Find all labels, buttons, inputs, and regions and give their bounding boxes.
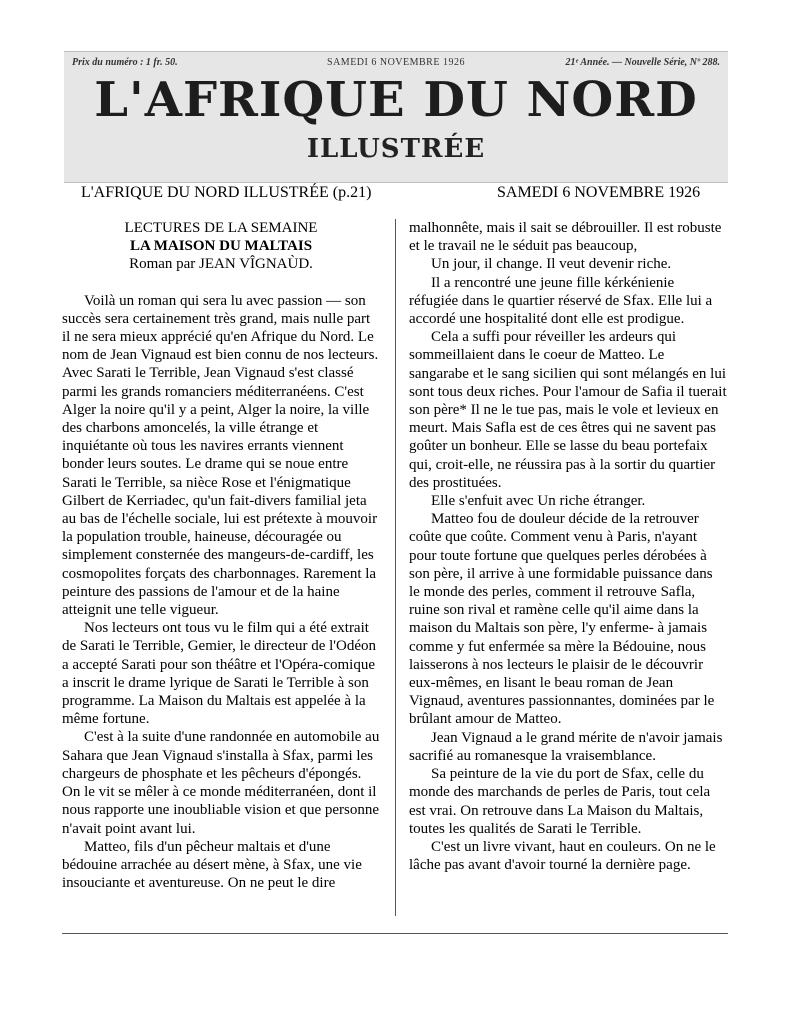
article-column-right xyxy=(409,219,727,874)
paragraph: Matteo fou de douleur décide de la retrouver coûte que coûte. Comment venu à Paris, n'ayant pour toute fortune que quelques perles dérobées à son père, il arrive à une formidable puissance dans le monde des perles, comment il retrouve Safla, ruine son rival et ramène celle qu'il aime dans la maison du Maltais son père, l'y enferme- à jamais comme y fut enfermée sa mère la Bédouine, nous laisserons à nos lecteurs le plaisir de le découvrir eux-mêmes, en lisant le beau roman de Jean Vignaud, aventures passionnantes, dominées par le brûlant amour de Matteo. xyxy=(409,511,715,728)
paragraph: Un jour, il change. Il veut devenir riche. xyxy=(431,256,672,273)
paragraph: Il a rencontré une jeune fille kérkénienie réfugiée dans le quartier réservé de Sfax. Elle lui a accordé une hospitalité dont elle est prodigue. xyxy=(409,274,713,328)
paragraph: Matteo, fils d'un pêcheur maltais et d'une bédouine arrachée au désert mène, à Sfax, une vie insouciante et aventureuse. On ne peut le dire xyxy=(62,838,362,892)
section-label: LECTURES DE LA SEMAINE xyxy=(124,220,318,236)
masthead xyxy=(64,51,728,183)
paragraph: Sa peinture de la vie du port de Sfax, celle du monde des marchands de perles de Paris, tout cela est vrai. On retrouve dans La Maison du Maltais, toutes les qualités de Sarati le Terrible. xyxy=(409,766,711,837)
article-header xyxy=(62,219,380,274)
paragraph: Nos lecteurs ont tous vu le film qui a été extrait de Sarati le Terrible, Gemier, le directeur de l'Odéon a accepté Sarati pour son théâtre et l'Opéra-comique a inscrit le drame lyrique de Sarati le Terrible à son programme. La Maison du Maltais est appelée à la même fortune. xyxy=(62,620,376,728)
bottom-rule xyxy=(62,933,728,934)
article-byline: Roman par JEAN VÎGNAÙD. xyxy=(129,256,313,273)
masthead-price: Prix du numéro : 1 fr. 50. xyxy=(72,57,178,68)
masthead-subtitle: ILLUSTRÉE xyxy=(306,134,486,164)
paragraph-continuation: malhonnête, mais il sait se débrouiller. Il est robuste et le travail ne le séduit pas beaucoup, xyxy=(409,220,722,255)
paragraph: Jean Vignaud a le grand mérite de n'avoir jamais sacrifié au romanesque la vraisemblance. xyxy=(409,729,723,764)
masthead-issue: 21ᵉ Année. — Nouvelle Série, Nº 288. xyxy=(565,57,720,68)
paragraph: Elle s'enfuit avec Un riche étranger. xyxy=(431,493,646,510)
article-title: LA MAISON DU MALTAIS xyxy=(129,238,313,255)
column-divider xyxy=(395,219,396,916)
paragraph: C'est un livre vivant, haut en couleurs. On ne le lâche pas avant d'avoir tourné la dernière page. xyxy=(409,838,716,874)
paragraph: C'est à la suite d'une randonnée en automobile au Sahara que Jean Vignaud s'installa à Sfax, parmi les chargeurs de phosphate et les pêcheurs d'épongés. On le vit se mêler à ce monde méditerranéen, dont il nous rapporte une inoubliable vision et que personne n'avait point avant lui. xyxy=(62,729,380,837)
running-head-right: SAMEDI 6 NOVEMBRE 1926 xyxy=(497,184,701,201)
masthead-date: SAMEDI 6 NOVEMBRE 1926 xyxy=(327,57,465,68)
paragraph: Voilà un roman qui sera lu avec passion — son succès sera certainement très grand, mais nulle part il ne sera mieux apprécié qu'en Afrique du Nord. Le nom de Jean Vignaud est bien connu de nos lecteurs. Avec Sarati le Terrible, Jean Vignaud s'est classé parmi les grands romanciers méditerranéens. C'est Alger la noire qu'il y a peint, Alger la noire, la ville des charbons amoncelés, la ville étrange et inquiétante où tous les navires errants viennent bonder leurs soutes. Le drame qui se noue entre Sarati le Terrible, sa nièce Rose et l'énigmatique Gilbert de Kerriadec, qu'un fait-divers familial jeta au bas de l'échelle sociale, lui est prétexte à mouvoir la population trouble, haineuse, découragée ou simplement consternée des mangeurs-de-cardiff, les cosmopolites forçats des charbonnages. Rarement la peinture des passions de l'amour et de la haine atteignit une telle vigueur. xyxy=(62,292,379,619)
masthead-title: L'AFRIQUE DU NORD xyxy=(94,72,698,128)
running-head-left: L'AFRIQUE DU NORD ILLUSTRÉE (p.21) xyxy=(81,184,372,201)
paragraph: Cela a suffi pour réveiller les ardeurs qui sommeillaient dans le coeur de Matteo. Le sangarabe et le sang sicilien qui sont mélangés en lui sont tous deux riches. Pour l'amour de Safia il tuerait son père* Il ne le tue pas, mais le vole et levieux en meurt. Mais Safla est de ces êtres qui ne savent pas goûter un bonheur. Elle se lasse du beau portefaix qui, croit-elle, ne réussira pas à la sortir du quartier des prostituées. xyxy=(409,329,727,491)
article-column-left xyxy=(62,219,380,892)
